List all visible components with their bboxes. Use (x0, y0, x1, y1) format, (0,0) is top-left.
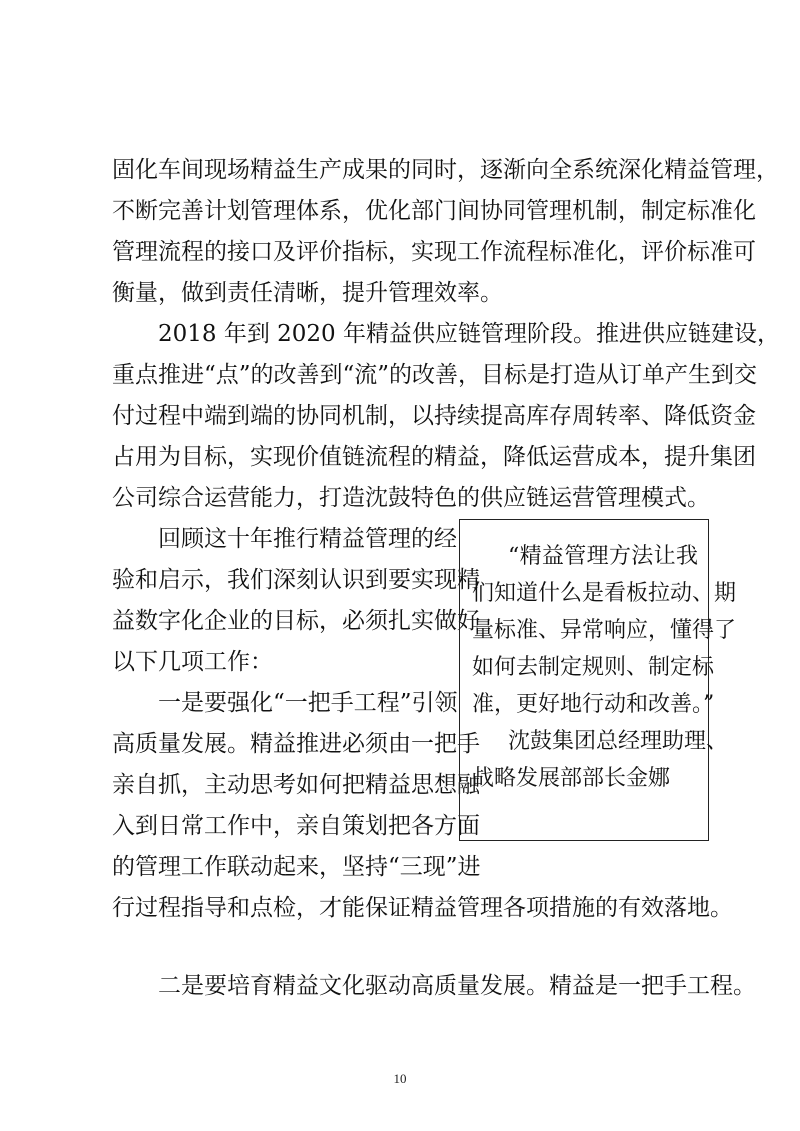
body-line: 入到日常工作中，亲自策划把各方面 (112, 813, 480, 839)
quote-line: 们知道什么是看板拉动、期 (472, 581, 737, 606)
pull-quote-box (459, 519, 737, 841)
body-line: 一是要强化“一把手工程”引领 (158, 690, 458, 716)
body-line: 固化车间现场精益生产成果的同时，逐渐向全系统深化精益管理， (112, 157, 779, 183)
body-line: 高质量发展。精益推进必须由一把手 (112, 731, 480, 757)
body-line: 二是要培育精益文化驱动高质量发展。精益是一把手工程。 (158, 973, 756, 999)
body-line: 不断完善计划管理体系，优化部门间协同管理机制，制定标准化 (112, 198, 756, 224)
body-line: 以下几项工作： (112, 649, 273, 675)
body-line: 管理流程的接口及评价指标，实现工作流程标准化，评价标准可 (112, 239, 756, 265)
body-line: 占用为目标，实现价值链流程的精益，降低运营成本，提升集团 (112, 444, 756, 470)
page-number: 10 (393, 1071, 407, 1086)
quote-line: 如何去制定规则、制定标 (472, 655, 715, 680)
quote-line: “精益管理方法让我 (508, 544, 698, 569)
quote-line: 准，更好地行动和改善。” (472, 692, 715, 717)
body-line: 益数字化企业的目标，必须扎实做好 (112, 608, 480, 634)
body-line: 衡量，做到责任清晰，提升管理效率。 (112, 280, 503, 306)
body-line: 2018 年到 2020 年精益供应链管理阶段。推进供应链建设， (158, 321, 780, 347)
quote-attribution: 战略发展部部长金娜 (472, 766, 671, 791)
body-line: 公司综合运营能力，打造沈鼓特色的供应链运营管理模式。 (112, 485, 710, 511)
body-line: 重点推进“点”的改善到“流”的改善，目标是打造从订单产生到交 (112, 362, 758, 388)
body-line: 回顾这十年推行精益管理的经 (158, 526, 457, 552)
body-line: 验和启示，我们深刻认识到要实现精 (112, 567, 480, 593)
body-line: 亲自抓，主动思考如何把精益思想融 (112, 772, 480, 798)
body-line: 行过程指导和点检，才能保证精益管理各项措施的有效落地。 (112, 895, 733, 921)
quote-line: 量标准、异常响应，懂得了 (472, 618, 737, 643)
body-line: 付过程中端到端的协同机制，以持续提高库存周转率、降低资金 (112, 403, 756, 429)
body-line: 的管理工作联动起来，坚持“三现”进 (112, 854, 481, 880)
quote-attribution: 沈鼓集团总经理助理、 (508, 729, 729, 754)
